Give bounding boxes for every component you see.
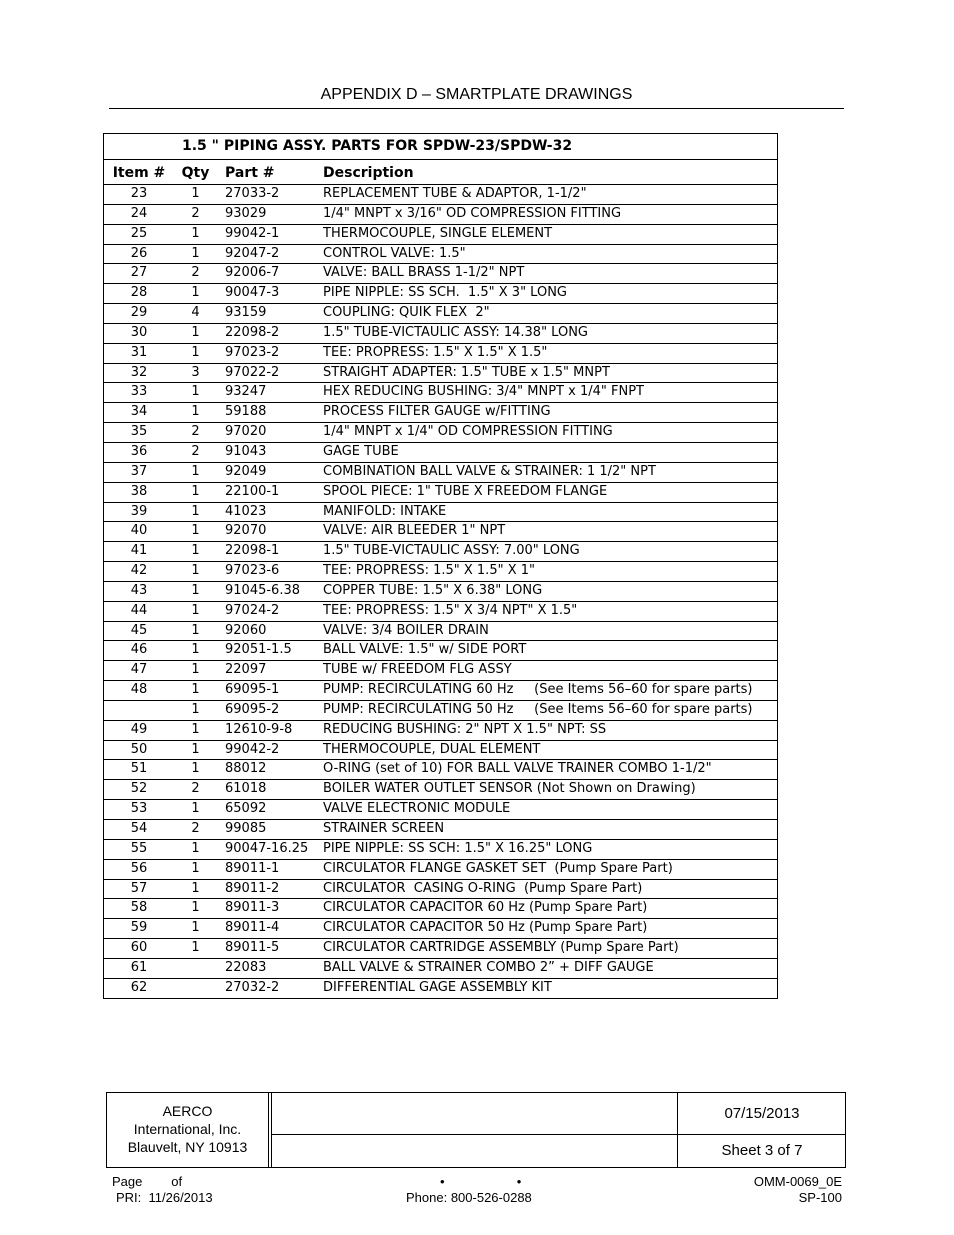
table-row <box>104 542 777 562</box>
table-row <box>104 721 777 741</box>
company-address: Blauvelt, NY 10913 <box>127 1139 248 1155</box>
item-number: 46 <box>130 642 148 658</box>
part-number: 22097 <box>225 662 267 678</box>
company-name: AERCO <box>162 1103 213 1119</box>
item-number: 43 <box>130 582 148 598</box>
column-header-description: Description <box>323 165 414 181</box>
item-number: 44 <box>130 602 148 618</box>
table-row <box>104 264 777 284</box>
item-number: 38 <box>130 483 148 499</box>
description: SPOOL PIECE: 1" TUBE X FREEDOM FLANGE <box>323 483 608 499</box>
quantity: 1 <box>191 245 200 261</box>
item-number: 40 <box>130 523 148 539</box>
quantity: 1 <box>191 602 200 618</box>
quantity: 1 <box>191 404 200 420</box>
item-number: 48 <box>130 682 148 698</box>
item-number: 57 <box>130 880 148 896</box>
description: O-RING (set of 10) FOR BALL VALVE TRAINER COMBO 1-1/2" <box>323 761 712 777</box>
item-number: 60 <box>130 940 148 956</box>
quantity: 1 <box>191 523 200 539</box>
description: DIFFERENTIAL GAGE ASSEMBLY KIT <box>323 979 552 995</box>
part-number: 22098-1 <box>225 543 280 559</box>
part-number: 90047-16.25 <box>225 840 309 856</box>
item-number: 24 <box>130 205 148 221</box>
quantity: 1 <box>191 920 200 936</box>
column-header-qty: Qty <box>181 165 210 181</box>
company-block <box>107 1093 269 1167</box>
part-number: 97023-2 <box>225 344 280 360</box>
part-number: 22100-1 <box>225 483 280 499</box>
description: PIPE NIPPLE: SS SCH. 1.5" X 3" LONG <box>323 285 567 301</box>
quantity: 1 <box>191 384 200 400</box>
item-number: 47 <box>130 662 148 678</box>
table-row <box>104 443 777 463</box>
description: CIRCULATOR CARTRIDGE ASSEMBLY (Pump Spare Part) <box>323 940 679 956</box>
quantity: 1 <box>191 860 200 876</box>
part-number: 91045-6.38 <box>225 582 300 598</box>
column-header-part: Part # <box>225 165 275 181</box>
description: TEE: PROPRESS: 1.5" X 1.5" X 1" <box>323 563 535 579</box>
table-row <box>104 622 777 642</box>
quantity: 1 <box>191 324 200 340</box>
parts-table <box>103 133 778 999</box>
table-row <box>104 820 777 840</box>
description: PUMP: RECIRCULATING 60 Hz (See Items 56–60 for spare parts) <box>323 682 753 698</box>
table-row <box>104 840 777 860</box>
part-number: 89011-4 <box>225 920 280 936</box>
part-number: 93159 <box>225 305 267 321</box>
table-row <box>104 641 777 661</box>
part-number: 89011-5 <box>225 940 280 956</box>
table-row <box>104 185 777 205</box>
item-number: 35 <box>130 424 148 440</box>
item-number: 62 <box>130 979 148 995</box>
item-number: 34 <box>130 404 148 420</box>
description: VALVE ELECTRONIC MODULE <box>323 801 511 817</box>
table-row <box>104 522 777 542</box>
item-number: 42 <box>130 563 148 579</box>
quantity: 1 <box>191 840 200 856</box>
quantity: 1 <box>191 344 200 360</box>
item-number: 26 <box>130 245 148 261</box>
table-row <box>104 979 777 998</box>
item-number: 32 <box>130 364 148 380</box>
table-row <box>104 780 777 800</box>
item-number: 50 <box>130 741 148 757</box>
item-number: 36 <box>130 443 148 459</box>
part-number: 97022-2 <box>225 364 280 380</box>
description: HEX REDUCING BUSHING: 3/4" MNPT x 1/4" FNPT <box>323 384 644 400</box>
table-row <box>104 800 777 820</box>
part-number: 22098-2 <box>225 324 280 340</box>
item-number: 29 <box>130 305 148 321</box>
table-row <box>104 681 777 701</box>
part-number: 69095-2 <box>225 701 280 717</box>
description: VALVE: AIR BLEEDER 1" NPT <box>323 523 506 539</box>
pri-date: PRI: 11/26/2013 <box>116 1190 213 1205</box>
quantity: 2 <box>191 424 200 440</box>
table-row <box>104 423 777 443</box>
table-row <box>104 582 777 602</box>
description: 1/4" MNPT x 3/16" OD COMPRESSION FITTING <box>323 205 622 221</box>
table-title: 1.5 " PIPING ASSY. PARTS FOR SPDW-23/SPDW-32 <box>104 134 777 160</box>
bullet-separators: • • <box>440 1174 522 1189</box>
item-number: 30 <box>130 324 148 340</box>
item-number: 54 <box>130 821 148 836</box>
table-row <box>104 959 777 979</box>
quantity: 1 <box>191 761 200 777</box>
quantity: 1 <box>191 880 200 896</box>
item-number <box>104 701 174 720</box>
quantity: 1 <box>191 940 200 956</box>
description: CIRCULATOR CASING O-RING (Pump Spare Part) <box>323 880 643 896</box>
item-number: 55 <box>130 840 148 856</box>
part-number: 41023 <box>225 503 267 519</box>
part-number: 92060 <box>225 622 267 638</box>
part-number: 99042-2 <box>225 741 280 757</box>
part-number: 12610-9-8 <box>225 721 293 737</box>
table-row <box>104 899 777 919</box>
table-row <box>104 344 777 364</box>
item-number: 31 <box>130 344 148 360</box>
description: THERMOCOUPLE, SINGLE ELEMENT <box>323 225 553 241</box>
table-row <box>104 880 777 900</box>
quantity: 1 <box>191 285 200 301</box>
description: TEE: PROPRESS: 1.5" X 1.5" X 1.5" <box>323 344 548 360</box>
table-row <box>104 364 777 384</box>
quantity: 1 <box>191 463 200 479</box>
quantity: 1 <box>191 503 200 519</box>
description: 1/4" MNPT x 1/4" OD COMPRESSION FITTING <box>323 424 613 440</box>
part-number: 65092 <box>225 801 267 817</box>
part-number: 59188 <box>225 404 267 420</box>
quantity: 1 <box>191 642 200 658</box>
table-header-row <box>104 160 777 185</box>
sp-number: SP-100 <box>798 1190 842 1205</box>
part-number: 89011-1 <box>225 860 280 876</box>
quantity: 1 <box>191 582 200 598</box>
revision-date: 07/15/2013 <box>677 1093 846 1135</box>
quantity: 3 <box>191 364 200 380</box>
quantity <box>174 979 217 998</box>
description: BOILER WATER OUTLET SENSOR (Not Shown on Drawing) <box>323 781 696 797</box>
table-row <box>104 383 777 403</box>
item-number: 27 <box>130 265 148 281</box>
table-row <box>104 225 777 245</box>
description: 1.5" TUBE-VICTAULIC ASSY: 7.00" LONG <box>323 543 580 559</box>
description: 1.5" TUBE-VICTAULIC ASSY: 14.38" LONG <box>323 324 588 340</box>
description: COPPER TUBE: 1.5" X 6.38" LONG <box>323 582 543 598</box>
table-row <box>104 245 777 265</box>
table-row <box>104 304 777 324</box>
quantity: 1 <box>191 543 200 559</box>
description: COMBINATION BALL VALVE & STRAINER: 1 1/2" NPT <box>323 463 656 479</box>
quantity: 2 <box>191 265 200 281</box>
item-number: 23 <box>130 186 148 201</box>
table-row <box>104 463 777 483</box>
quantity: 1 <box>191 741 200 757</box>
part-number: 99042-1 <box>225 225 280 241</box>
table-row <box>104 483 777 503</box>
item-number: 53 <box>130 801 148 817</box>
description: MANIFOLD: INTAKE <box>323 503 447 519</box>
item-number: 51 <box>130 761 148 777</box>
title-cell-blank <box>271 1093 678 1135</box>
table-row <box>104 562 777 582</box>
table-row <box>104 939 777 959</box>
description: TEE: PROPRESS: 1.5" X 3/4 NPT" X 1.5" <box>323 602 578 618</box>
part-number: 92049 <box>225 463 267 479</box>
quantity: 1 <box>191 662 200 678</box>
title-block <box>106 1092 846 1168</box>
item-number: 52 <box>130 781 148 797</box>
quantity: 1 <box>191 900 200 916</box>
part-number: 90047-3 <box>225 285 280 301</box>
table-row <box>104 403 777 423</box>
part-number: 27032-2 <box>225 979 280 995</box>
quantity: 2 <box>191 443 200 459</box>
sheet-number: Sheet 3 of 7 <box>677 1135 846 1167</box>
part-number: 27033-2 <box>225 186 280 201</box>
quantity: 2 <box>191 821 200 836</box>
description: VALVE: 3/4 BOILER DRAIN <box>323 622 489 638</box>
quantity: 1 <box>191 186 200 201</box>
quantity: 1 <box>191 682 200 698</box>
description: THERMOCOUPLE, DUAL ELEMENT <box>323 741 541 757</box>
description: VALVE: BALL BRASS 1-1/2" NPT <box>323 265 525 281</box>
quantity <box>174 959 217 978</box>
part-number: 92070 <box>225 523 267 539</box>
description: COUPLING: QUIK FLEX 2" <box>323 305 490 321</box>
quantity: 1 <box>191 622 200 638</box>
item-number: 45 <box>130 622 148 638</box>
table-body <box>104 185 777 998</box>
item-number: 41 <box>130 543 148 559</box>
description: STRAIGHT ADAPTER: 1.5" TUBE x 1.5" MNPT <box>323 364 610 380</box>
table-row <box>104 205 777 225</box>
table-row <box>104 661 777 681</box>
item-number: 25 <box>130 225 148 241</box>
part-number: 93247 <box>225 384 267 400</box>
quantity: 1 <box>191 701 200 717</box>
description: STRAINER SCREEN <box>323 821 445 836</box>
quantity: 2 <box>191 205 200 221</box>
part-number: 97024-2 <box>225 602 280 618</box>
part-number: 92006-7 <box>225 265 280 281</box>
part-number: 91043 <box>225 443 267 459</box>
part-number: 61018 <box>225 781 267 797</box>
part-number: 97020 <box>225 424 267 440</box>
part-number: 97023-6 <box>225 563 280 579</box>
item-number: 61 <box>130 959 148 975</box>
part-number: 92051-1.5 <box>225 642 292 658</box>
item-number: 39 <box>130 503 148 519</box>
description: CIRCULATOR CAPACITOR 60 Hz (Pump Spare Part) <box>323 900 648 916</box>
description: PROCESS FILTER GAUGE w/FITTING <box>323 404 551 420</box>
part-number: 93029 <box>225 205 267 221</box>
quantity: 2 <box>191 781 200 797</box>
quantity: 4 <box>191 305 200 321</box>
table-row <box>104 760 777 780</box>
part-number: 89011-3 <box>225 900 280 916</box>
table-row <box>104 919 777 939</box>
item-number: 49 <box>130 721 148 737</box>
document-number: OMM-0069_0E <box>753 1174 842 1189</box>
table-row <box>104 741 777 761</box>
description: BALL VALVE & STRAINER COMBO 2” + DIFF GAUGE <box>323 959 654 975</box>
item-number: 28 <box>130 285 148 301</box>
title-cell-blank-2 <box>271 1135 678 1167</box>
page-label: Page of <box>112 1174 183 1189</box>
table-row <box>104 602 777 622</box>
quantity: 1 <box>191 483 200 499</box>
table-row <box>104 503 777 523</box>
item-number: 59 <box>130 920 148 936</box>
table-row <box>104 860 777 880</box>
part-number: 99085 <box>225 821 267 836</box>
item-number: 58 <box>130 900 148 916</box>
table-row <box>104 701 777 721</box>
description: BALL VALVE: 1.5" w/ SIDE PORT <box>323 642 527 658</box>
description: CIRCULATOR FLANGE GASKET SET (Pump Spare Part) <box>323 860 673 876</box>
quantity: 1 <box>191 801 200 817</box>
description: REDUCING BUSHING: 2" NPT X 1.5" NPT: SS <box>323 721 607 737</box>
part-number: 88012 <box>225 761 267 777</box>
item-number: 37 <box>130 463 148 479</box>
part-number: 22083 <box>225 959 267 975</box>
description: PUMP: RECIRCULATING 50 Hz (See Items 56–60 for spare parts) <box>323 701 753 717</box>
part-number: 89011-2 <box>225 880 280 896</box>
phone-number: Phone: 800-526-0288 <box>406 1190 532 1205</box>
page-header: APPENDIX D – SMARTPLATE DRAWINGS <box>109 86 844 109</box>
table-row <box>104 284 777 304</box>
item-number: 33 <box>130 384 148 400</box>
table-row <box>104 324 777 344</box>
quantity: 1 <box>191 225 200 241</box>
part-number: 69095-1 <box>225 682 280 698</box>
column-header-item: Item # <box>112 165 166 181</box>
description: GAGE TUBE <box>323 443 399 459</box>
item-number: 56 <box>130 860 148 876</box>
description: CONTROL VALVE: 1.5" <box>323 245 466 261</box>
description: PIPE NIPPLE: SS SCH: 1.5" X 16.25" LONG <box>323 840 593 856</box>
description: REPLACEMENT TUBE & ADAPTOR, 1-1/2" <box>323 186 587 201</box>
description: TUBE w/ FREEDOM FLG ASSY <box>323 662 512 678</box>
description: CIRCULATOR CAPACITOR 50 Hz (Pump Spare Part) <box>323 920 648 936</box>
quantity: 1 <box>191 563 200 579</box>
quantity: 1 <box>191 721 200 737</box>
company-name-2: International, Inc. <box>133 1121 242 1137</box>
part-number: 92047-2 <box>225 245 280 261</box>
